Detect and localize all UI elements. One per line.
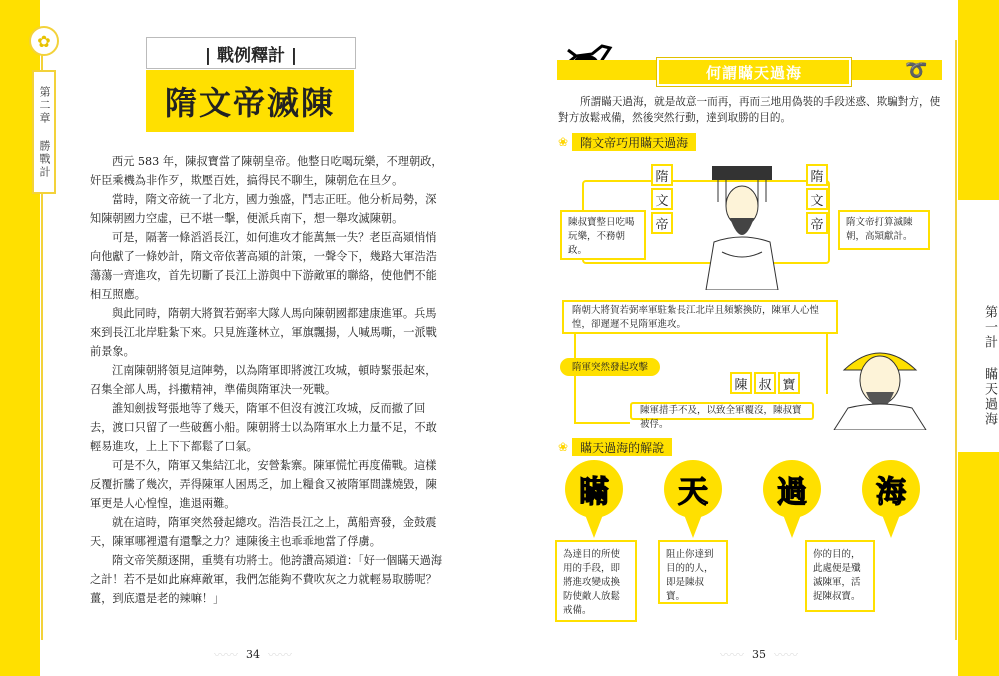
orb-pointer [584,512,604,538]
emperor-char: 文 [651,188,673,210]
section-title: 瞞天過海的解說 [572,438,672,456]
page-number-left [214,646,292,663]
paragraph: 與此同時，隋朝大將賀若弼率大隊人馬向陳朝國都建康進軍。兵馬來到長江北岸駐紮下來。只見旌蓬林立，軍旗飄揚，人喊馬嘶，一派戰前景象。 [90,307,437,358]
story-title: 隋文帝滅陳 [146,70,354,132]
emperor-label-left [651,164,673,234]
intro-text: 所謂瞞天過海，就是故意一而再，再而三地用偽裝的手段迷惑、欺騙對方，使對方放鬆戒備，然後突然行動，達到取勝的目的。 [558,96,941,124]
page-number: 34 [246,648,261,661]
header-title: 何謂瞞天過海 [657,58,851,86]
paragraph: 江南陳朝將領見這陣勢，以為隋軍即將渡江攻城，頓時緊張起來，召集全部人馬，抖擻精神，準備與隋軍決一死戰。 [90,364,437,396]
page-number-right [720,646,798,663]
emperor-label-right [806,164,828,234]
orb-guo: 過 [763,460,821,518]
chen-char: 寶 [778,372,800,394]
paragraph: 當時，隋文帝統一了北方，國力強盛，鬥志正旺。他分析局勢，深知陳朝國力空虛，已不堪一擊，便派兵南下，想一舉攻滅陳朝。 [90,193,437,225]
attack-pill: 隋軍突然發起攻擊 [560,358,660,376]
chen-label [730,372,800,394]
paragraph: 可是，隔著一條滔滔長江，如何進攻才能萬無一失？老臣高熲悄悄向他獻了一條妙計，隋文帝依著高熲的計策，一聲令下，幾路大軍浩浩蕩蕩一齊進攻，首先切斷了長江上游與中下游敵軍的聯絡，使他們不能相互照應。 [90,231,437,301]
connector-line [574,334,576,424]
swirl-ornament-icon: 〰〰 [720,648,745,662]
paragraph: 隋文帝笑顏逐開，重獎有功將士。他誇讚高熲道：「好一個瞞天過海之計！若不是如此麻痺敵軍，我們怎能夠不費吹灰之力就輕易取勝呢？薑，到底還是老的辣嘛！」 [90,554,443,605]
emperor-portrait-icon [692,162,792,290]
emperor-char: 隋 [806,164,828,186]
emperor-char: 文 [806,188,828,210]
right-margin-line [955,40,957,640]
orb-man: 瞞 [565,460,623,518]
story-body [90,152,445,608]
swirl-ornament-icon: 〰〰 [214,648,239,662]
orb-hai: 海 [862,460,920,518]
orb-pointer [881,512,901,538]
connector-line [574,422,630,424]
paragraph: 西元 583 年，陳叔寶當了陳朝皇帝。他整日吃喝玩樂，不理朝政，奸臣乘機為非作歹，欺壓百姓，搞得民不聊生，陳朝危在旦夕。 [90,155,443,187]
chen-char: 叔 [754,372,776,394]
note-chen-shubao: 陳叔寶整日吃喝玩樂，不務朝政。 [560,210,646,260]
note-outcome: 陳軍措手不及，以致全軍覆沒，陳叔寶被俘。 [630,402,814,420]
swirl-ornament-icon: 〰〰 [774,648,799,662]
paragraph: 就在這時，隋軍突然發起總攻。浩浩長江之上，萬船齊發，金鼓震天，陳軍哪裡還有還擊之力？連陳後主也乖乖地當了俘虜。 [90,516,437,548]
paragraph: 誰知劍拔弩張地等了幾天，隋軍不但沒有渡江攻城，反而撤了回去，渡口只留了一些破舊小船。陳朝將士以為隋軍水上力量不足，不敢輕易進攻，上上下下都鬆了口氣。 [90,402,437,453]
chen-portrait-icon [824,330,936,430]
paragraph: 可是不久，隋軍又集結江北，安營紮寨。陳軍慌忙再度備戰。這樣反覆折騰了幾次，弄得陳軍人困馬乏，加上糧食又被隋軍間諜燒毀，陳軍更是人心惶惶，進退兩難。 [90,459,437,510]
page-number: 35 [752,648,767,661]
side-label: 第一計 瞞天過海 [958,197,999,455]
chapter-label: 第二章 勝戰計 [32,70,56,194]
lotus-icon: ❀ [558,135,569,149]
orb-pointer [782,512,802,538]
ornament-icon: ✿ [29,26,59,56]
section-title: 隋文帝巧用瞞天過海 [572,133,696,151]
swirl-ornament-icon: 〰〰 [268,648,293,662]
orb-tian: 天 [664,460,722,518]
cloud-ornament-icon: ➰ [905,60,928,81]
emperor-char: 帝 [651,212,673,234]
lotus-icon: ❀ [558,440,569,454]
chen-char: 陳 [730,372,752,394]
section-heading-1 [558,133,696,151]
explain-tian: 阻止你達到目的的人，即是陳叔寶。 [658,540,728,604]
section-heading-2 [558,438,672,456]
emperor-char: 隋 [651,164,673,186]
note-he-ruobi: 隋朝大將賀若弼率軍駐紮長江北岸且頻繁換防，陳軍人心惶惶，卻遲遲不見隋軍進攻。 [562,300,838,334]
note-sui-plan: 隋文帝打算滅陳朝，高熲獻計。 [838,210,930,250]
tactic-heading: | 戰例釋計 | [146,37,356,69]
orb-pointer [683,512,703,538]
explain-guo-hai: 你的目的，此處便是殲滅陳軍，活捉陳叔寶。 [805,540,875,612]
explain-man: 為達目的所使用的手段，即將進攻變成換防使敵人放鬆戒備。 [555,540,637,622]
emperor-char: 帝 [806,212,828,234]
